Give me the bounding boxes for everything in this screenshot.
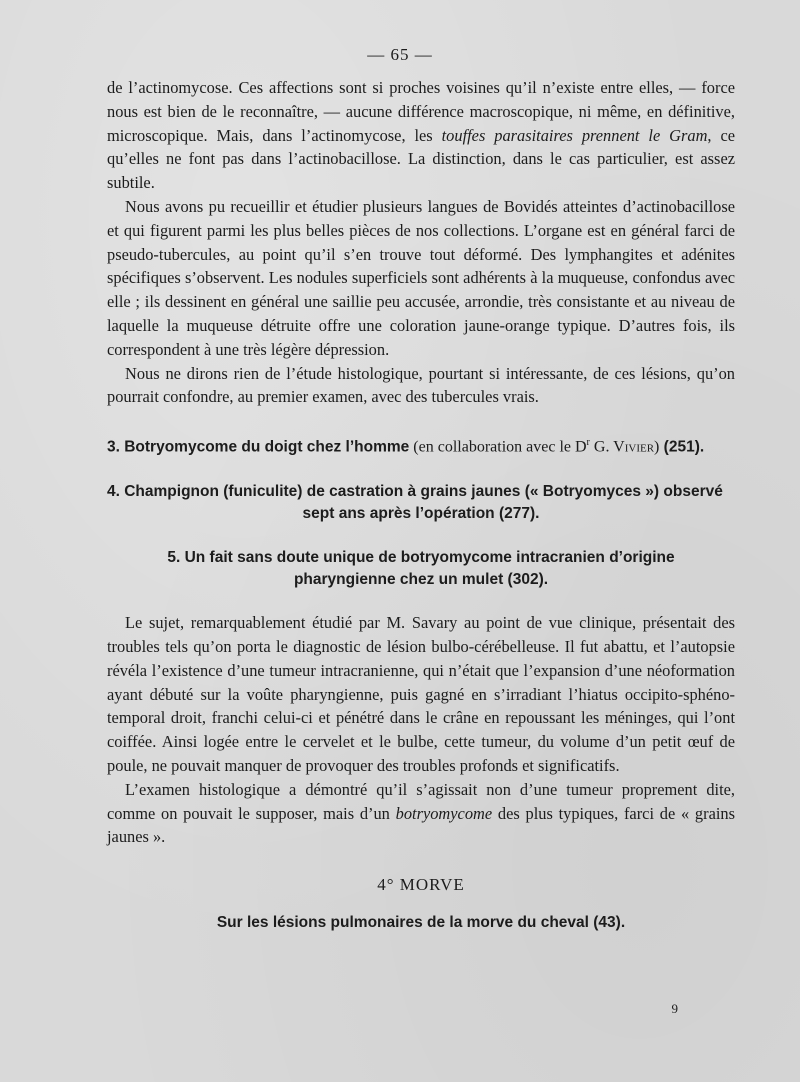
item-5-line2: pharyngienne chez un mulet (302). bbox=[293, 571, 549, 589]
item-4-line2: sept ans après l’opération (277). bbox=[302, 505, 540, 523]
italic-phrase: touffes parasitaires prennent le Gram bbox=[441, 125, 708, 145]
italic-phrase: botryomycome bbox=[395, 803, 493, 823]
section-subheading: Sur les lésions pulmonaires de la morve du cheval (43). bbox=[216, 914, 626, 932]
item-3-heading bbox=[107, 431, 735, 459]
item-3-title: 3. Botryomycome du doigt chez l’homme bbox=[107, 438, 410, 456]
item-3-ref: (251). bbox=[659, 438, 705, 456]
item-5-line1: 5. Un fait sans doute unique de botryomycome intracranien d’origine bbox=[167, 549, 675, 567]
paragraph-actinobacillose: Nous avons pu recueillir et étudier plusieurs langues de Bovidés atteintes d’actinobacillose et qui figurent parmi les plus belles pièces de nos collections. L’organe est en général farci de pseudo-tubercules, au point qu’il s’en trouve tout déformé. Des lymphangites et adénites spécifiques s’observent. Les nodules superficiels sont adhérents à la muqueuse, confondus avec elle ; ils dessinent en général une saillie peu accusée, arrondie, très consistante et au niveau de laquelle la muqueuse détruite offre une coloration jaune-orange typique. D’autres fois, ils correspondent à une très légère dépression. bbox=[107, 196, 735, 359]
page-body bbox=[107, 76, 735, 935]
paragraph-histology: Nous ne dirons rien de l’étude histologique, pourtant si intéressante, de ces lésions, qu’on pourrait confondre, au premier examen, avec des tubercules vrais. bbox=[107, 363, 735, 407]
item-3-collab-sup: r bbox=[586, 437, 590, 449]
item-4-heading bbox=[107, 481, 735, 525]
page-number: — 65 — bbox=[367, 45, 433, 64]
signature-mark: 9 bbox=[671, 1001, 678, 1016]
paragraph-case: Le sujet, remarquablement étudié par M. Savary au point de vue clinique, présentait des troubles tels qu’on porta le diagnostic de lésion bulbo-cérébelleuse. Il fut abattu, et l’autopsie révéla l’existence d’une tumeur intracranienne, qui n’était que l’expansion d’une néoformation ayant débuté sur la voûte pharyngienne, puis gagné en s’irradiant l’hiatus occipito-sphéno-temporal droit, franchi celui-ci et pénétré dans le crâne en repoussant les méninges, qui l’ont coiffée. Ainsi logée entre le cervelet et le bulbe, cette tumeur, du volume d’un petit œuf de poule, ne pouvait manquer de provoquer des troubles profonds et significatifs. bbox=[107, 613, 735, 776]
paragraph-text: de l’actinomycose. Ces affections sont si proches voisines qu’il n’existe entre elles, — force nous est bien de le reconnaître, — aucune différence macroscopique, ni même, en définitive, microscopique. Mais, dans l’actinomycose, les bbox=[107, 78, 735, 145]
item-3-collab-name: G. Vivier) bbox=[589, 438, 660, 456]
item-5-heading bbox=[107, 547, 735, 591]
paragraph-examen bbox=[107, 778, 735, 849]
item-3-collab: (en collaboration avec le D bbox=[409, 438, 587, 456]
item-4-line1: 4. Champignon (funiculite) de castration à grains jaunes (« Botryomyces ») observé bbox=[107, 483, 723, 501]
paragraph-text: , ce qu’elles ne font pas dans l’actinobacillose. La distinction, dans le cas particulier, est assez subtile. bbox=[107, 125, 736, 193]
section-heading: 4° MORVE bbox=[377, 875, 465, 895]
paragraph-text: L’examen histologique a démontré qu’il s’agissait non d’une tumeur proprement dite, comme on pouvait le supposer, mais d’un bbox=[107, 779, 735, 823]
paragraph-text: des plus typiques, farci de « grains jaunes ». bbox=[107, 803, 735, 847]
paragraph-actinomycose bbox=[107, 76, 735, 195]
